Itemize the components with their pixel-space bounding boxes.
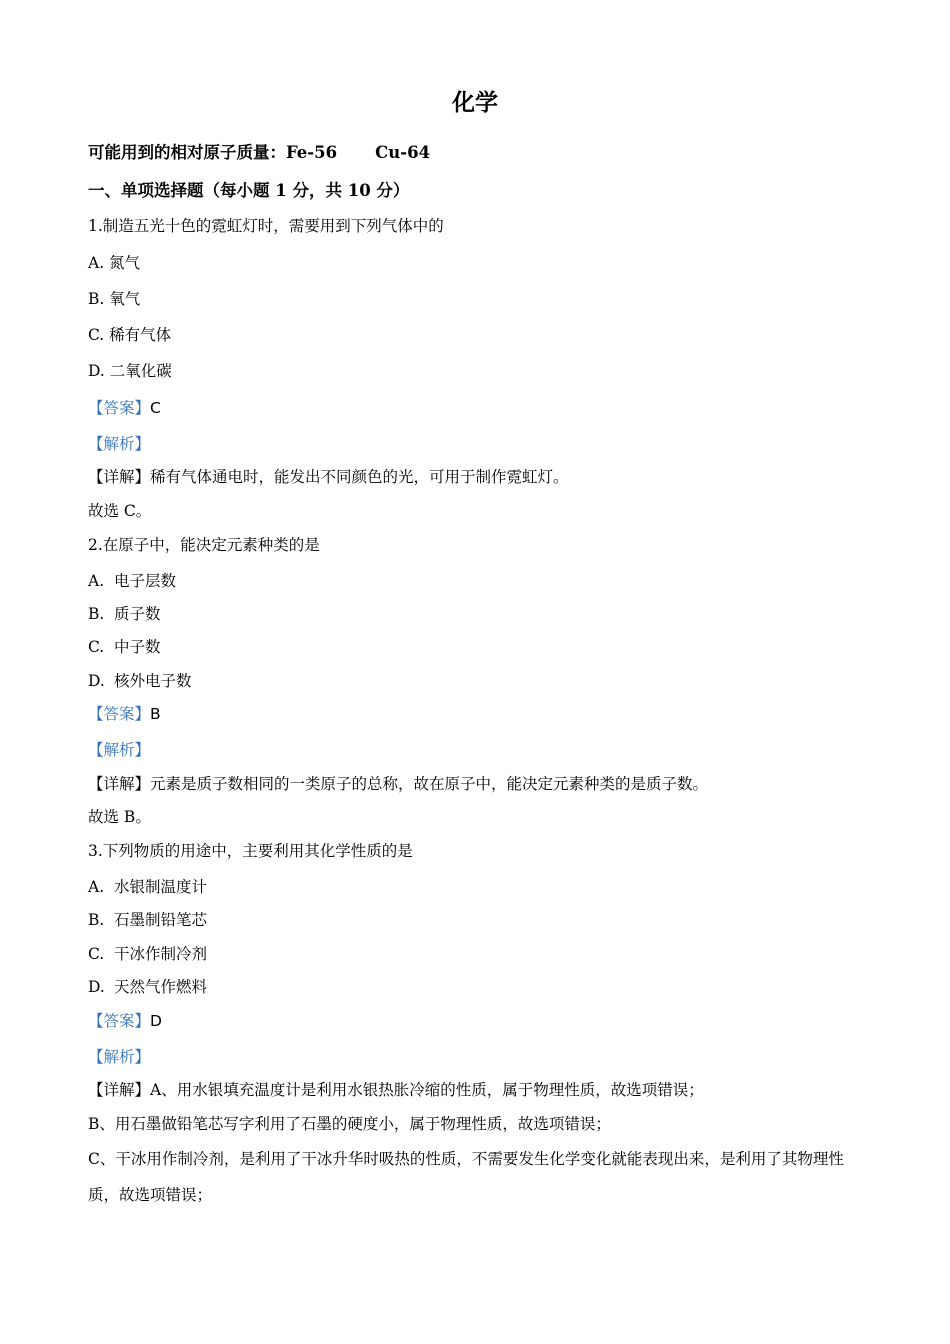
answer-tag: 【答案】 (88, 399, 151, 417)
question-3-answer (88, 1011, 162, 1031)
answer-value: D (150, 1012, 162, 1030)
question-1-detail (88, 467, 569, 487)
question-2-stem: 2.在原子中，能决定元素种类的是 (88, 536, 320, 554)
answer-tag: 【答案】 (88, 1012, 151, 1030)
detail-tag: 【详解】 (88, 1081, 151, 1099)
question-3-stem: 3.下列物质的用途中，主要利用其化学性质的是 (88, 842, 413, 860)
page-title: 化学 (452, 89, 498, 116)
question-3-option-a: A. 水银制温度计 (88, 878, 208, 896)
question-1-stem: 1.制造五光十色的霓虹灯时，需要用到下列气体中的 (88, 217, 444, 235)
atomic-mass-label: 可能用到的相对原子质量：Fe-56 (88, 143, 338, 162)
question-2-detail (88, 774, 708, 794)
question-1-option-d: D. 二氧化碳 (88, 362, 172, 380)
question-2-option-c: C. 中子数 (88, 638, 161, 656)
question-2-analysis-tag: 【解析】 (88, 741, 151, 759)
question-2-option-a: A. 电子层数 (88, 572, 177, 590)
detail-text: 稀有气体通电时，能发出不同颜色的光，可用于制作霓虹灯。 (150, 468, 569, 486)
question-3-option-c: C. 干冰作制冷剂 (88, 945, 208, 963)
detail-tag: 【详解】 (88, 468, 151, 486)
detail-text: A、用水银填充温度计是利用水银热胀冷缩的性质，属于物理性质，故选项错误； (150, 1081, 704, 1099)
question-3-detail-c: C、干冰用作制冷剂，是利用了干冰升华时吸热的性质，不需要发生化学变化就能表现出来，是利用了其物理性质，故选项错误； (88, 1150, 844, 1204)
question-2-option-b: B. 质子数 (88, 605, 161, 623)
question-2-answer (88, 704, 161, 724)
question-3-option-d: D. 天然气作燃料 (88, 978, 208, 996)
question-1-option-c: C. 稀有气体 (88, 326, 172, 344)
detail-text: 元素是质子数相同的一类原子的总称，故在原子中，能决定元素种类的是质子数。 (150, 775, 709, 793)
detail-tag: 【详解】 (88, 775, 151, 793)
question-1-option-b: B. 氧气 (88, 290, 141, 308)
question-1-analysis-tag: 【解析】 (88, 435, 151, 453)
question-3-analysis-tag: 【解析】 (88, 1048, 151, 1066)
answer-value: C (150, 399, 161, 417)
question-3-option-b: B. 石墨制铅笔芯 (88, 911, 208, 929)
question-1-option-a: A. 氮气 (88, 254, 141, 272)
question-2-option-d: D. 核外电子数 (88, 672, 192, 690)
section-heading: 一、单项选择题（每小题 1 分，共 10 分） (88, 181, 410, 200)
answer-tag: 【答案】 (88, 705, 151, 723)
question-2-conclusion: 故选 B。 (88, 808, 151, 826)
question-3-detail-b: B、用石墨做铅笔芯写字利用了石墨的硬度小，属于物理性质，故选项错误； (88, 1115, 611, 1133)
question-1-answer (88, 398, 161, 418)
question-3-detail-a (88, 1080, 704, 1100)
atomic-mass-cu: Cu-64 (375, 143, 431, 162)
answer-value: B (150, 705, 161, 723)
question-1-conclusion: 故选 C。 (88, 502, 152, 520)
atomic-mass-line (88, 143, 430, 163)
